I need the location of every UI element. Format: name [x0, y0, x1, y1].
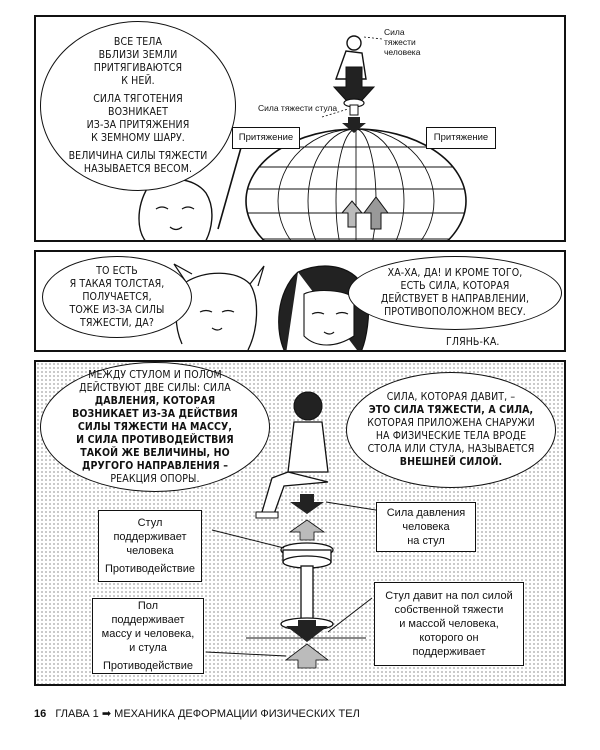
speech-bubble-two-forces-text — [72, 369, 238, 486]
attraction-right-box — [426, 127, 496, 149]
person-gravity-label-line: Сила — [384, 27, 405, 37]
person-gravity-label — [384, 27, 420, 57]
bubble-line: СИЛА, КОТОРАЯ ДАВИТ, – — [386, 391, 516, 403]
person-gravity-label-line: человека — [384, 47, 421, 57]
stool-presses-line: поддерживает — [412, 646, 486, 658]
bubble-line: ТОЖЕ ИЗ-ЗА СИЛЫ — [69, 303, 165, 316]
stool-supports-line: Стул — [137, 517, 163, 529]
bubble-line: К ЗЕМНОМУ ШАРУ. — [91, 132, 185, 144]
chapter-label: ГЛАВА 1 — [55, 708, 99, 720]
stool-supports-line: поддерживает — [113, 531, 187, 543]
pressure-line: Сила давления — [386, 507, 466, 519]
speech-bubble-opposite-force-text — [381, 267, 529, 319]
panel-weight-dialog — [34, 250, 566, 352]
bubble-line: МЕЖДУ СТУЛОМ И ПОЛОМ — [88, 368, 222, 381]
stool-supports-line: человека — [126, 545, 174, 557]
bubble-line: ХА-ХА, ДА! И КРОМЕ ТОГО, — [387, 267, 523, 279]
bubble-line: РЕАКЦИЯ ОПОРЫ. — [110, 472, 200, 485]
bubble-line: ДАВЛЕНИЯ, КОТОРАЯ — [94, 394, 216, 407]
speech-bubble-two-forces — [40, 362, 270, 492]
stool-supports-caption: Противодействие — [104, 563, 195, 575]
bubble-line: ТАКОЙ ЖЕ ВЕЛИЧИНЫ, НО — [80, 446, 230, 459]
bubble-line: ТО ЕСТЬ — [96, 264, 138, 277]
stool-presses-box — [374, 582, 524, 666]
bubble-line: ЕСТЬ СИЛА, КОТОРАЯ — [400, 280, 510, 292]
attraction-left-box — [232, 127, 300, 149]
bubble-line: СИЛА ТЯГОТЕНИЯ — [93, 93, 183, 105]
bubble-line: ВОЗНИКАЕТ ИЗ-ЗА ДЕЙСТВИЯ — [72, 407, 238, 420]
bubble-line: ПРОТИВОПОЛОЖНОМ ВЕСУ. — [384, 306, 526, 318]
bubble-line: КОТОРАЯ ПРИЛОЖЕНА СНАРУЖИ — [367, 417, 535, 429]
floor-supports-line: Пол — [137, 600, 159, 612]
page-footer — [34, 707, 360, 720]
speech-bubble-opposite-force — [348, 256, 562, 330]
attraction-left-label: Притяжение — [238, 132, 294, 143]
bubble-line: И СИЛА ПРОТИВОДЕЙСТВИЯ — [76, 433, 234, 446]
speech-bubble-external-force-text — [367, 391, 535, 469]
speech-bubble-gravity — [40, 21, 236, 191]
bubble-line: ДЕЙСТВУЕТ В НАПРАВЛЕНИИ, — [380, 293, 530, 305]
speech-bubble-gravity-text — [69, 36, 208, 176]
bubble-line: ТЯЖЕСТИ, ДА? — [80, 316, 154, 329]
bubble-line: НА ФИЗИЧЕСКИЕ ТЕЛА ВРОДЕ — [375, 430, 527, 442]
arrow-right-icon: ➡ — [101, 708, 112, 720]
stool-presses-line: собственной тяжести — [394, 604, 504, 616]
floor-supports-line: массу и человека, — [101, 628, 195, 640]
stool-presses-line: и массой человека, — [399, 618, 499, 630]
pressure-box — [376, 502, 476, 552]
bubble-line: СТОЛА ИЛИ СТУЛА, НАЗЫВАЕТСЯ — [367, 443, 535, 455]
chapter-title: МЕХАНИКА ДЕФОРМАЦИИ ФИЗИЧЕСКИХ ТЕЛ — [114, 708, 360, 720]
floor-supports-box — [92, 598, 204, 674]
speech-bubble-external-force — [346, 372, 556, 488]
stool-presses-line: Стул давит на пол силой — [385, 590, 513, 602]
pressure-line: на стул — [407, 535, 445, 547]
bubble-line: ЭТО СИЛА ТЯЖЕСТИ, А СИЛА, — [368, 404, 534, 416]
person-gravity-label-line: тяжести — [384, 37, 416, 47]
bubble-line: ВБЛИЗИ ЗЕМЛИ — [98, 49, 178, 61]
bubble-line: НАЗЫВАЕТСЯ ВЕСОМ. — [83, 163, 193, 175]
bubble-line: ДЕЙСТВУЮТ ДВЕ СИЛЫ: СИЛА — [79, 381, 231, 394]
speech-bubble-fat-text — [70, 265, 165, 330]
bubble-line: ДРУГОГО НАПРАВЛЕНИЯ – — [81, 459, 229, 472]
page-number: 16 — [34, 708, 47, 720]
pressure-line: человека — [402, 521, 450, 533]
bubble-line: ВСЕ ТЕЛА — [113, 36, 163, 48]
bubble-line: СИЛЫ ТЯЖЕСТИ НА МАССУ, — [77, 420, 233, 433]
speech-bubble-fat — [42, 256, 192, 338]
floor-supports-line: поддерживает — [111, 614, 185, 626]
sfx-look: ГЛЯНЬ-КА. — [446, 336, 500, 348]
floor-supports-line: и стула — [129, 642, 167, 654]
stool-supports-box — [98, 510, 202, 582]
attraction-right-label: Притяжение — [433, 132, 489, 143]
panel-gravity — [34, 15, 566, 242]
bubble-line: К НЕЙ. — [121, 75, 155, 87]
panel-support-reaction — [34, 360, 566, 686]
bubble-line: ВНЕШНЕЙ СИЛОЙ. — [399, 456, 503, 468]
floor-supports-caption: Противодействие — [102, 660, 193, 672]
bubble-line: ВЕЛИЧИНА СИЛЫ ТЯЖЕСТИ — [68, 150, 208, 162]
bubble-line: Я ТАКАЯ ТОЛСТАЯ, — [69, 277, 165, 290]
bubble-line: ПРИТЯГИВАЮТСЯ — [93, 62, 183, 74]
chair-gravity-label: Сила тяжести стула — [258, 103, 338, 113]
bubble-line: ИЗ-ЗА ПРИТЯЖЕНИЯ — [86, 119, 190, 131]
bubble-line: ВОЗНИКАЕТ — [108, 106, 168, 118]
stool-presses-line: которого он — [419, 632, 479, 644]
bubble-line: ПОЛУЧАЕТСЯ, — [82, 290, 152, 303]
